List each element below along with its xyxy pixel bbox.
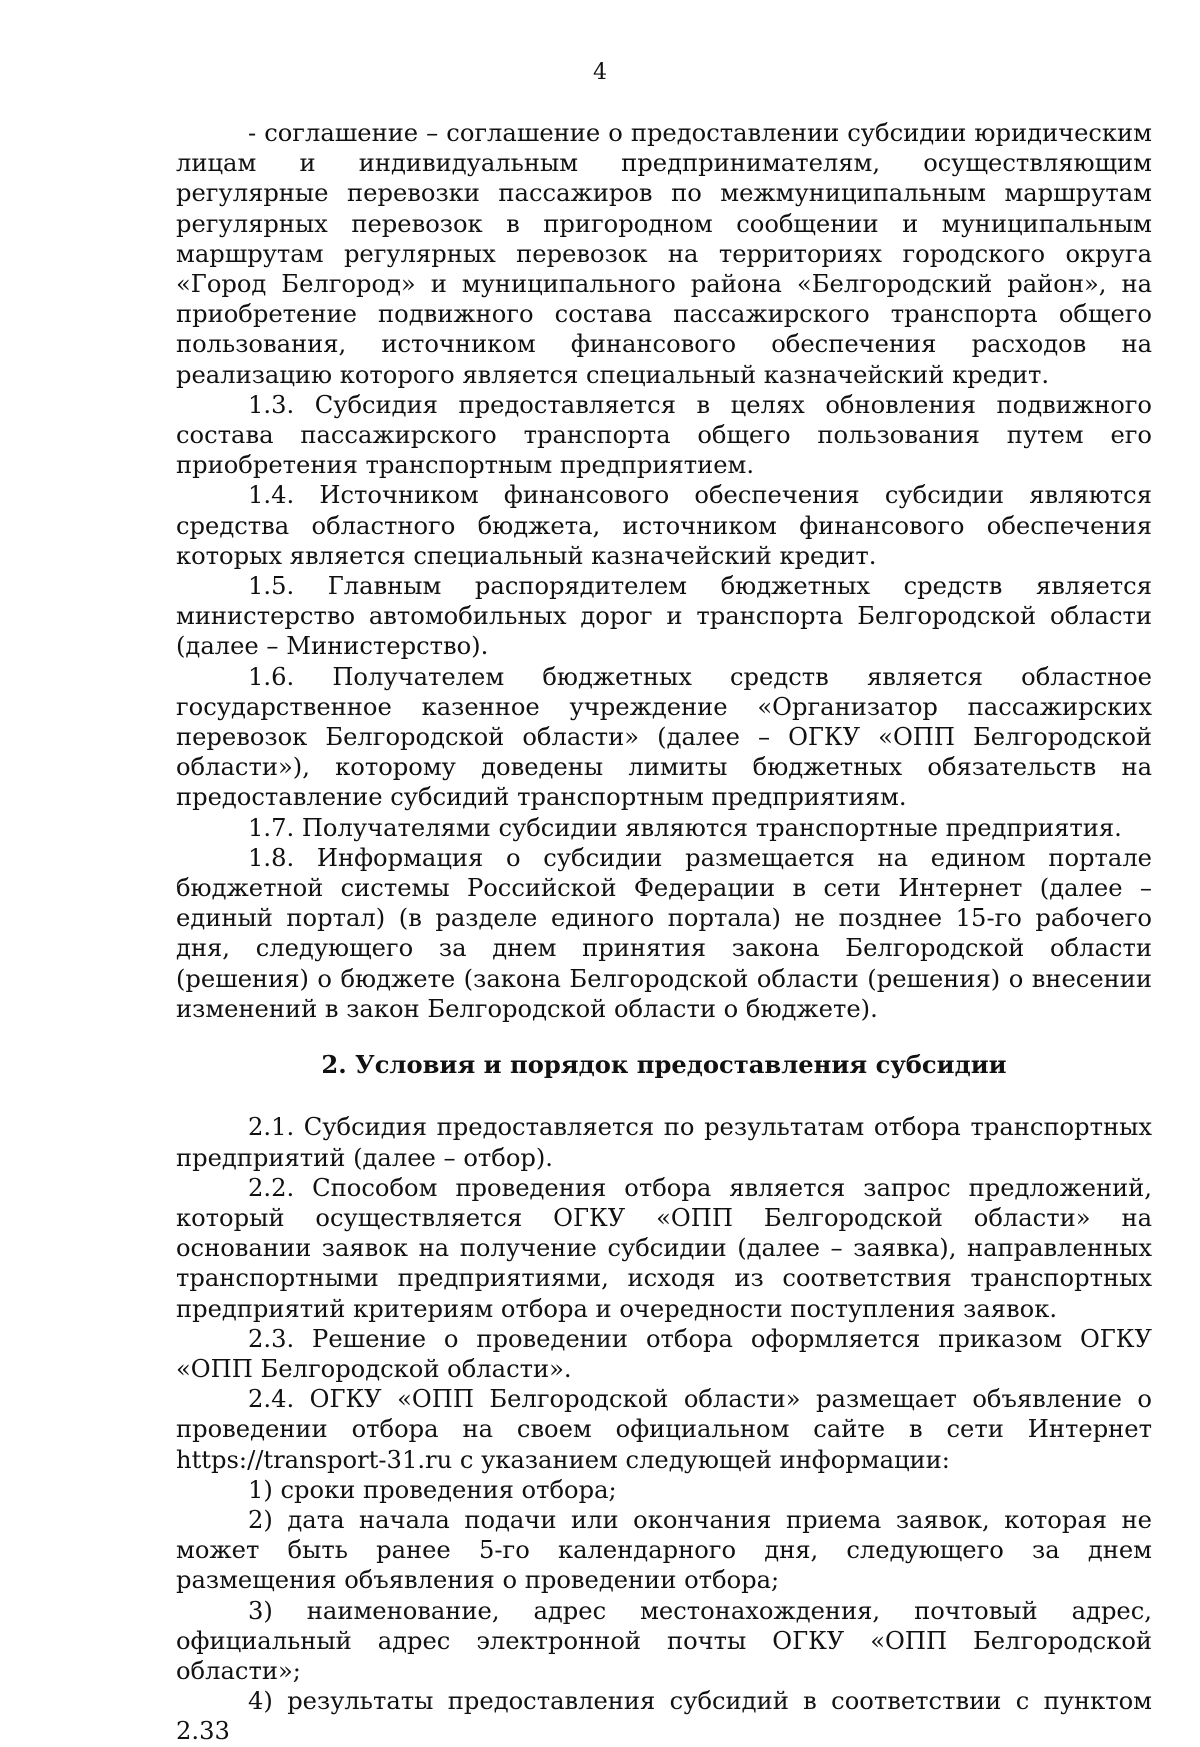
paragraph-2-4: 2.4. ОГКУ «ОПП Белгородской области» размещает объявление о проведении отбора на своем официальном сайте в сети Интернет https://transport-31.ru с указанием следующей информации: <box>176 1385 1152 1474</box>
paragraph-1-7: 1.7. Получателями субсидии являются транспортные предприятия. <box>248 813 1122 842</box>
paragraph-1-6: 1.6. Получателем бюджетных средств является областное государственное казенное учреждение «Организатор пассажирских перевозок Белгородской области» (далее – ОГКУ «ОПП Белгородской области»), которому доведены лимиты бюджетных обязательств на предоставление субсидий транспортным предприятиям. <box>176 662 1152 812</box>
paragraph-1-5: 1.5. Главным распорядителем бюджетных средств является министерство автомобильных дорог и транспорта Белгородской области (далее – Министерство). <box>176 572 1152 661</box>
paragraph-2-2: 2.2. Способом проведения отбора является запрос предложений, который осуществляется ОГКУ «ОПП Белгородской области» на основании заявок на получение субсидии (далее – заявка), направленных транспортными предприятиями, исходя из соответствия транспортных предприятий критериям отбора и очередности поступления заявок. <box>176 1173 1152 1323</box>
paragraph-2-1: 2.1. Субсидия предоставляется по результатам отбора транспортных предприятий (далее – отбор). <box>176 1113 1152 1172</box>
paragraph-agreement-definition: - соглашение – соглашение о предоставлении субсидии юридическим лицам и индивидуальным предпринимателям, осуществляющим регулярные перевозки пассажиров по межмуниципальным маршрутам регулярных перевозок в пригородном сообщении и муниципальным маршрутам регулярных перевозок на территориях городского округа «Город Белгород» и муниципального района «Белгородский район», на приобретение подвижного состава пассажирского транспорта общего пользования, источником финансового обеспечения расходов на реализацию которого является специальный казначейский кредит. <box>176 119 1152 389</box>
paragraph-1-4: 1.4. Источником финансового обеспечения субсидии являются средства областного бюджета, источником финансового обеспечения которых является специальный казначейский кредит. <box>176 481 1152 570</box>
list-item-1: 1) сроки проведения отбора; <box>248 1475 617 1504</box>
section-heading: 2. Условия и порядок предоставления субсидии <box>321 1050 1007 1080</box>
paragraph-2-3: 2.3. Решение о проведении отбора оформляется приказом ОГКУ «ОПП Белгородской области». <box>176 1324 1152 1383</box>
list-item-2: 2) дата начала подачи или окончания приема заявок, которая не может быть ранее 5-го календарного дня, следующего за днем размещения объявления о проведении отбора; <box>176 1505 1152 1595</box>
paragraph-1-8: 1.8. Информация о субсидии размещается на едином портале бюджетной системы Российской Федерации в сети Интернет (далее – единый портал) (в разделе единого портала) не позднее 15-го рабочего дня, следующего за днем принятия закона Белгородской области (решения) о бюджете (закона Белгородской области (решения) о внесении изменений в закон Белгородской области о бюджете). <box>176 843 1152 1023</box>
document-body <box>176 118 1152 1747</box>
list-item-3: 3) наименование, адрес местонахождения, почтовый адрес, официальный адрес электронной почты ОГКУ «ОПП Белгородской области»; <box>176 1596 1152 1685</box>
paragraph-1-3: 1.3. Субсидия предоставляется в целях обновления подвижного состава пассажирского транспорта общего пользования путем его приобретения транспортным предприятием. <box>176 390 1152 480</box>
list-item-4: 4) результаты предоставления субсидий в соответствии с пунктом 2.33 <box>176 1687 1152 1746</box>
page-number: 4 <box>593 60 607 85</box>
